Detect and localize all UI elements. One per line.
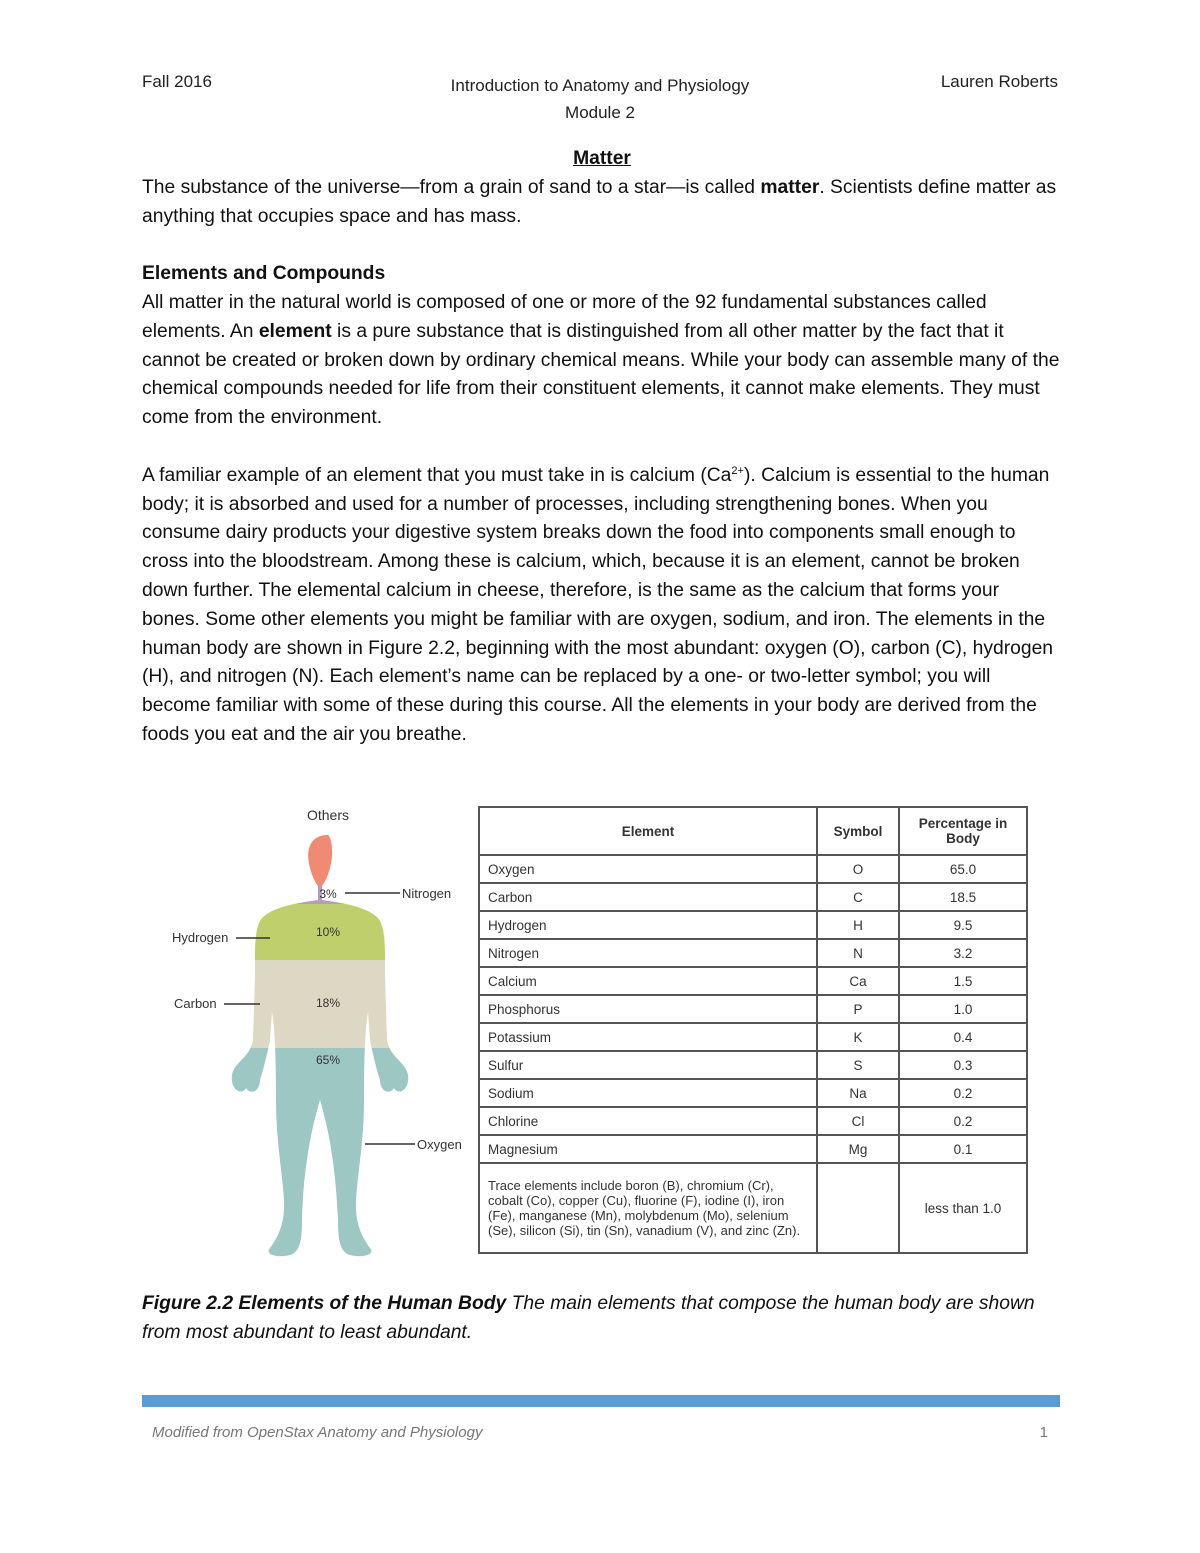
region-oxygen <box>160 1048 470 1280</box>
label-hydrogen: Hydrogen <box>172 930 229 945</box>
section-heading-elements: Elements and Compounds <box>142 263 386 285</box>
table-row: Sulfur S 0.3 <box>479 1051 1027 1079</box>
footer-divider <box>142 1395 1060 1407</box>
label-others: Others <box>306 807 350 823</box>
footer-source: Modified from OpenStax Anatomy and Physiology <box>152 1424 483 1441</box>
pct-carbon: 18% <box>315 996 341 1010</box>
course-title: Introduction to Anatomy and Physiology <box>450 76 750 95</box>
pct-oxygen: 65% <box>315 1053 341 1067</box>
section-title-matter: Matter <box>573 148 631 169</box>
term-matter: matter <box>760 176 820 198</box>
table-row: Magnesium Mg 0.1 <box>479 1135 1027 1163</box>
matter-paragraph: The substance of the universe—from a grain of sand to a star—is called matter. Scientists define matter as anything that occupies space and has mass. <box>142 176 1057 227</box>
label-oxygen: Oxygen <box>417 1137 462 1152</box>
elements-paragraph-2: A familiar example of an element that you must take in is calcium $(Ca^{2+})$. Calcium is essential to the human body; it is absorbed and used for a number of processes, including strengthening bones. When you consume dairy products your digestive system breaks down the food into components small enough to cross into the bloodstream. Among these is calcium, which, because it is an element, cannot be broken down further. The elemental calcium in cheese, therefore, is the same as the calcium that forms your bones. Some other elements you might be familiar with are oxygen, sodium, and iron. The elements in the human body are shown in Figure 2.2, beginning with the most abundant: oxygen (O), carbon (C), hydrogen (H), and nitrogen (N). Each element’s name can be replaced by a one- or two-letter symbol; you will become familiar with some of these during this course. All the elements in your body are derived from the foods you eat and the air you breathe. <box>142 464 1054 745</box>
table-row: Calcium Ca 1.5 <box>479 967 1027 995</box>
pct-nitrogen: 3% <box>319 887 337 901</box>
page-number: 1 <box>1039 1424 1048 1441</box>
elements-table <box>478 806 1028 1254</box>
table-row-trace <box>479 1163 1027 1253</box>
table-row: Potassium K 0.4 <box>479 1023 1027 1051</box>
table-row: Phosphorus P 1.0 <box>479 995 1027 1023</box>
label-nitrogen: Nitrogen <box>402 886 452 901</box>
elements-paragraph-1: All matter in the natural world is composed of one or more of the 92 fundamental substances called elements. An element is a pure substance that is distinguished from all other matter by the fact that it cannot be created or broken down by ordinary chemical means. While your body can assemble many of the chemical compounds needed for life from their constituent elements, it cannot make elements. They must come from the environment. <box>142 291 1060 429</box>
figure-elements-of-human-body <box>160 800 1040 1290</box>
table-row: Oxygen O 65.0 <box>479 855 1027 883</box>
main-content <box>142 145 1062 750</box>
term-element: element <box>258 320 332 342</box>
table-row: Hydrogen H 9.5 <box>479 911 1027 939</box>
col-symbol: Symbol <box>817 807 899 855</box>
table-row: Nitrogen N 3.2 <box>479 939 1027 967</box>
table-row: Carbon C 18.5 <box>479 883 1027 911</box>
human-body-diagram <box>160 800 470 1280</box>
trace-elements-text: Trace elements include boron (B), chromium (Cr), cobalt (Co), copper (Cu), fluorine (F), iodine (I), iron (Fe), manganese (Mn), molybdenum (Mo), selenium (Se), silicon (Si), tin (Sn), vanadium (V), and zinc (Zn). <box>479 1163 817 1253</box>
pct-hydrogen: 10% <box>315 925 341 939</box>
module-label: Module 2 <box>565 103 635 122</box>
figure-caption: Figure 2.2 Elements of the Human Body The main elements that compose the human body are shown from most abundant to least abundant. <box>142 1293 1035 1343</box>
table-row: Sodium Na 0.2 <box>479 1079 1027 1107</box>
col-percentage: Percentage in Body <box>899 807 1027 855</box>
calcium-charge: 2+ <box>731 464 744 477</box>
trace-elements-value: less than 1.0 <box>899 1163 1027 1253</box>
header-author: Lauren Roberts <box>940 72 1058 91</box>
caption-title: Figure 2.2 Elements of the Human Body <box>142 1293 507 1314</box>
label-carbon: Carbon <box>174 996 217 1011</box>
table-row: Chlorine Cl 0.2 <box>479 1107 1027 1135</box>
col-element: Element <box>479 807 817 855</box>
header-left: Fall 2016 <box>142 72 212 91</box>
